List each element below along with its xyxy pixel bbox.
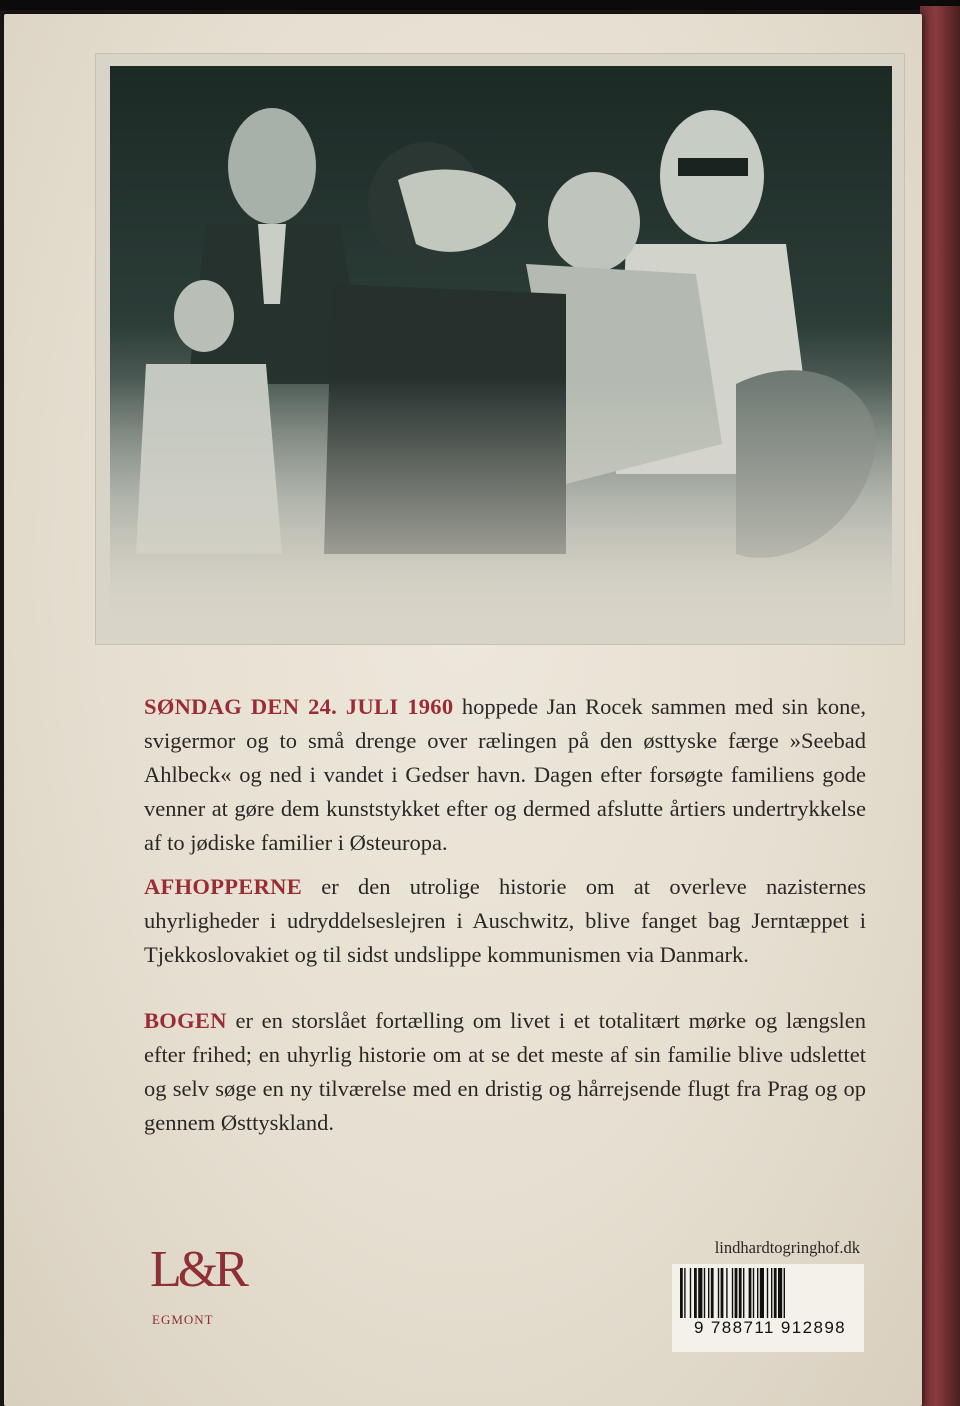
top-edge (0, 0, 960, 10)
book-spine-edge (920, 6, 960, 1406)
bogen-lead: BOGEN (144, 1008, 227, 1033)
book-back-cover (4, 14, 922, 1406)
isbn-barcode (672, 1264, 864, 1352)
barcode-bars (672, 1264, 864, 1324)
afhopperne-paragraph (144, 870, 866, 972)
cover-photo (96, 54, 904, 644)
logo-imprint: EGMONT (152, 1312, 214, 1327)
bogen-paragraph (144, 1004, 866, 1140)
logo-letters: L&R (150, 1241, 245, 1298)
publisher-logo (144, 1240, 254, 1330)
intro-lead: SØNDAG DEN 24. JULI 1960 (144, 694, 454, 719)
publisher-website: lindhardtogringhof.dk (714, 1238, 860, 1257)
bogen-text: er en storslået fortælling om livet i et totalitært mørke og længslen efter frihed; en uhyrlig historie om at se det meste af sin familie blive udslettet og selv søge en ny tilværelse med en dristig og hårrejsende flugt fra Prag og op gennem Østtyskland. (144, 1008, 866, 1135)
afhopperne-lead: AFHOPPERNE (144, 874, 302, 899)
intro-text: hoppede Jan Rocek sammen med sin kone, svigermor og to små drenge over rælingen på den østtyske færge »Seebad Ahlbeck« og ned i vandet i Gedser havn. Dagen efter forsøgte familiens gode venner at gøre dem kunststykket efter og dermed afslutte årtiers undertrykkelse af to jødiske familier i Østeuropa. (144, 694, 866, 855)
intro-paragraph (144, 690, 866, 860)
barcode-digits: 9 788711 912898 (680, 1318, 860, 1338)
afhopperne-text: er den utrolige historie om at overleve nazisternes uhyrligheder i udryddelseslejren i Auschwitz, blive fanget bag Jerntæppet i Tjekkoslovakiet og til sidst undslippe kommunismen via Danmark. (144, 874, 866, 967)
family-photo-illustration (96, 54, 904, 644)
